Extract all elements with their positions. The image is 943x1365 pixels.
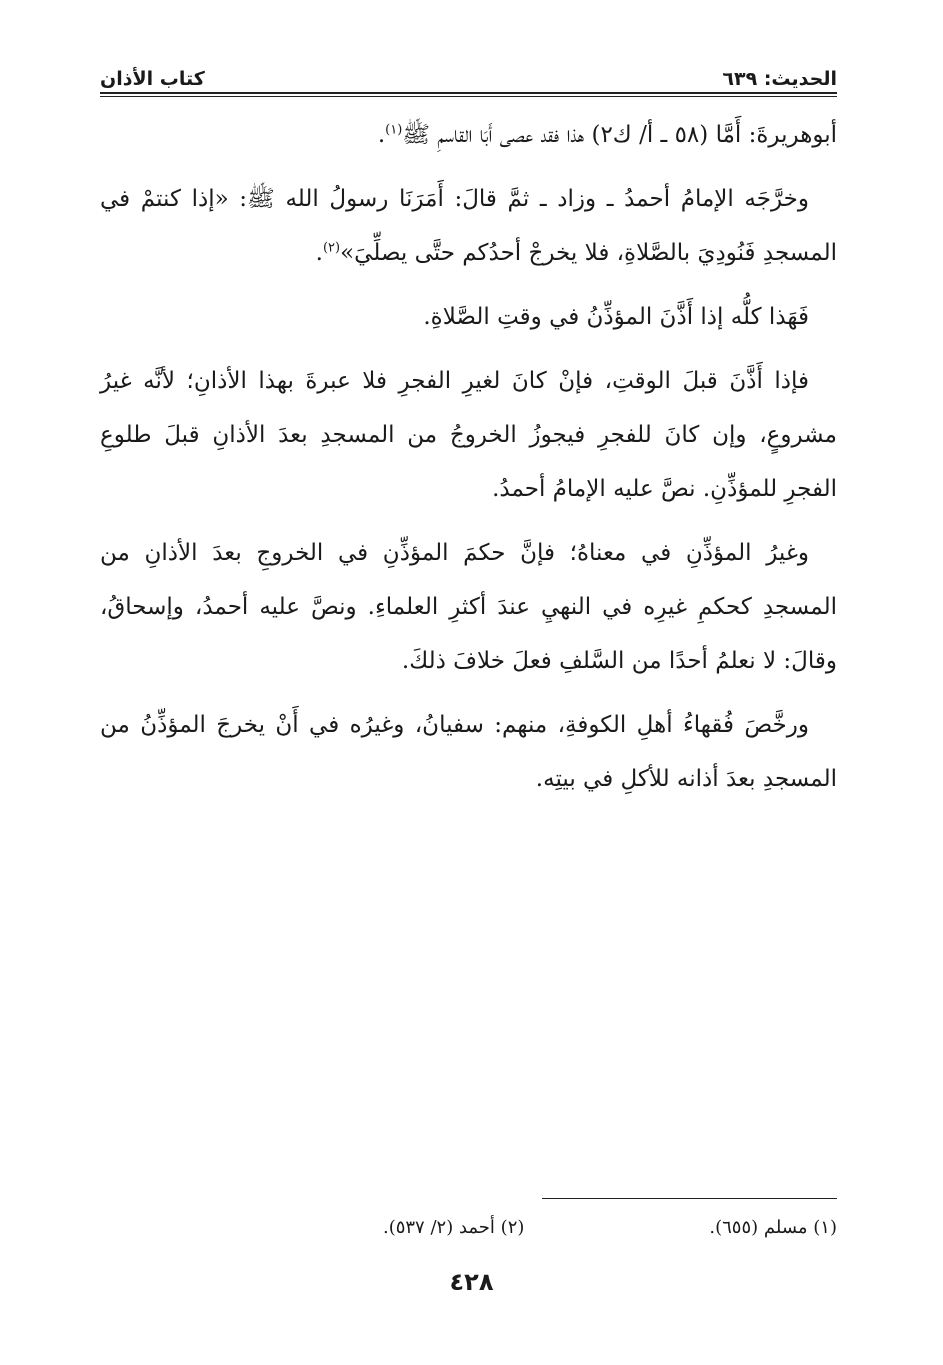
paragraph-1 [100,108,837,162]
paragraph-4: فإذا أَذَّنَ قبلَ الوقتِ، فإنْ كانَ لغيرِ الفجرِ فلا عبرةَ بهذا الأذانِ؛ لأنَّه غيرُ مشروعٍ، وإن كانَ للفجرِ فيجوزُ الخروجُ من المسجدِ بعدَ الأذانِ قبلَ طلوعِ الفجرِ للمؤذِّنِ. نصَّ عليه الإمامُ أحمدُ. [100,368,837,502]
paragraph-6: ورخَّصَ فُقهاءُ أهلِ الكوفةِ، منهم: سفيانُ، وغيرُه في أَنْ يخرجَ المؤذِّنُ من المسجدِ بعدَ أذانه للأكلِ في بيتِه. [100,712,837,792]
paragraph-1-end: . [377,122,386,148]
paragraph-5: وغيرُ المؤذِّنِ في معناهُ؛ فإنَّ حكمَ المؤذِّنِ في الخروجِ بعدَ الأذانِ من المسجدِ كحكمِ غيرِه في النهيِ عندَ أكثرِ العلماءِ. ونصَّ عليه أحمدُ، وإسحاقُ، وقالَ: لا نعلمُ أحدًا من السَّلفِ فعلَ خلافَ ذلكَ. [100,540,837,674]
footnote-1: (١) مسلم (٦٥٥). [709,1217,837,1238]
footnotes [100,1214,837,1242]
book-title: كتاب الأذان [100,68,205,90]
paragraph-2-text: وخرَّجَه الإمامُ أحمدُ ـ وزاد ـ ثمَّ قالَ: أَمَرَنَا رسولُ الله ﷺ: «إذا كنتمْ في المسجدِ فَنُودِيَ بالصَّلاةِ، فلا يخرجْ أحدُكم حتَّى يصلِّيَ» [100,186,837,266]
paragraph-2-end: . [315,240,323,266]
hadith-number-label: الحديث: ٦٣٩ [722,68,837,90]
running-header [100,62,837,90]
paragraph-1-text: أبوهريرةَ: أَمَّا (٥٨ ـ أ/ ك٢) هذا فقد عصى أَبَا القاسمِ ﷺ [402,122,837,148]
page-number: ٤٢٨ [449,1268,494,1296]
footnote-ref-2: (٢) [322,240,341,256]
paragraph-3: فَهَذا كلُّه إذا أَذَّنَ المؤذِّنُ في وقتِ الصَّلاةِ. [423,304,809,330]
footnote-2: (٢) أحمد (٢/ ٥٣٧). [382,1217,525,1238]
paragraph-2 [100,172,837,280]
footnote-divider [542,1198,837,1199]
header-divider [100,92,837,97]
footnote-ref-1: (١) [385,122,403,138]
main-text [100,108,837,816]
